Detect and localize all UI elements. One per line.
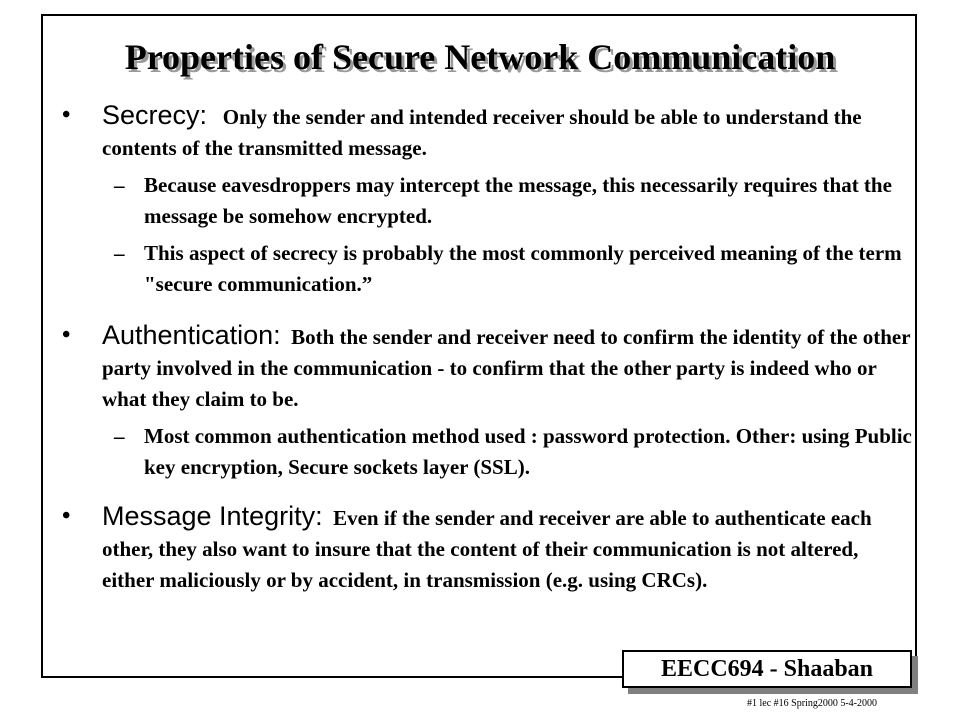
message-integrity-text: Even if the sender and receiver are able to authenticate each other, they also want to insure that the content of their communication is not altered, either maliciously or by accident, in transmission (e.g. using CRCs). xyxy=(102,506,872,592)
sub-text: This aspect of secrecy is probably the most commonly perceived meaning of the term "secure communication.” xyxy=(144,241,902,296)
bullet-message-integrity xyxy=(62,501,912,596)
footer-lecture-info: #1 lec #16 Spring2000 5-4-2000 xyxy=(747,698,877,709)
slide-content xyxy=(62,100,912,596)
bullet-secrecy xyxy=(62,100,912,164)
slide-title: Properties of Secure Network Communication xyxy=(124,37,836,77)
secrecy-text: Only the sender and intended receiver should be able to understand the contents of the transmitted message. xyxy=(102,105,862,160)
term-message-integrity: Message Integrity: xyxy=(102,501,323,531)
term-secrecy: Secrecy: xyxy=(102,100,208,130)
bullet-dot: • xyxy=(62,503,71,529)
dash-marker: – xyxy=(114,424,125,448)
dash-marker: – xyxy=(114,241,125,265)
sub-item-secrecy-1 xyxy=(62,170,912,232)
course-badge: EECC694 - Shaaban xyxy=(622,650,912,688)
bullet-authentication xyxy=(62,320,912,415)
sub-item-secrecy-2 xyxy=(62,238,912,300)
dash-marker: – xyxy=(114,173,125,197)
bullet-dot: • xyxy=(62,322,71,348)
sub-text: Because eavesdroppers may intercept the message, this necessarily requires that the message be somehow encrypted. xyxy=(144,173,892,228)
sub-item-authentication-1 xyxy=(62,421,912,483)
sub-text: Most common authentication method used : password protection. Other: using Public key encryption, Secure sockets layer (SSL). xyxy=(144,424,912,479)
authentication-text: Both the sender and receiver need to confirm the identity of the other party involved in the communication - to confirm that the other party is indeed who or what they claim to be. xyxy=(102,325,911,411)
bullet-dot: • xyxy=(62,102,71,128)
term-authentication: Authentication: xyxy=(102,320,281,350)
